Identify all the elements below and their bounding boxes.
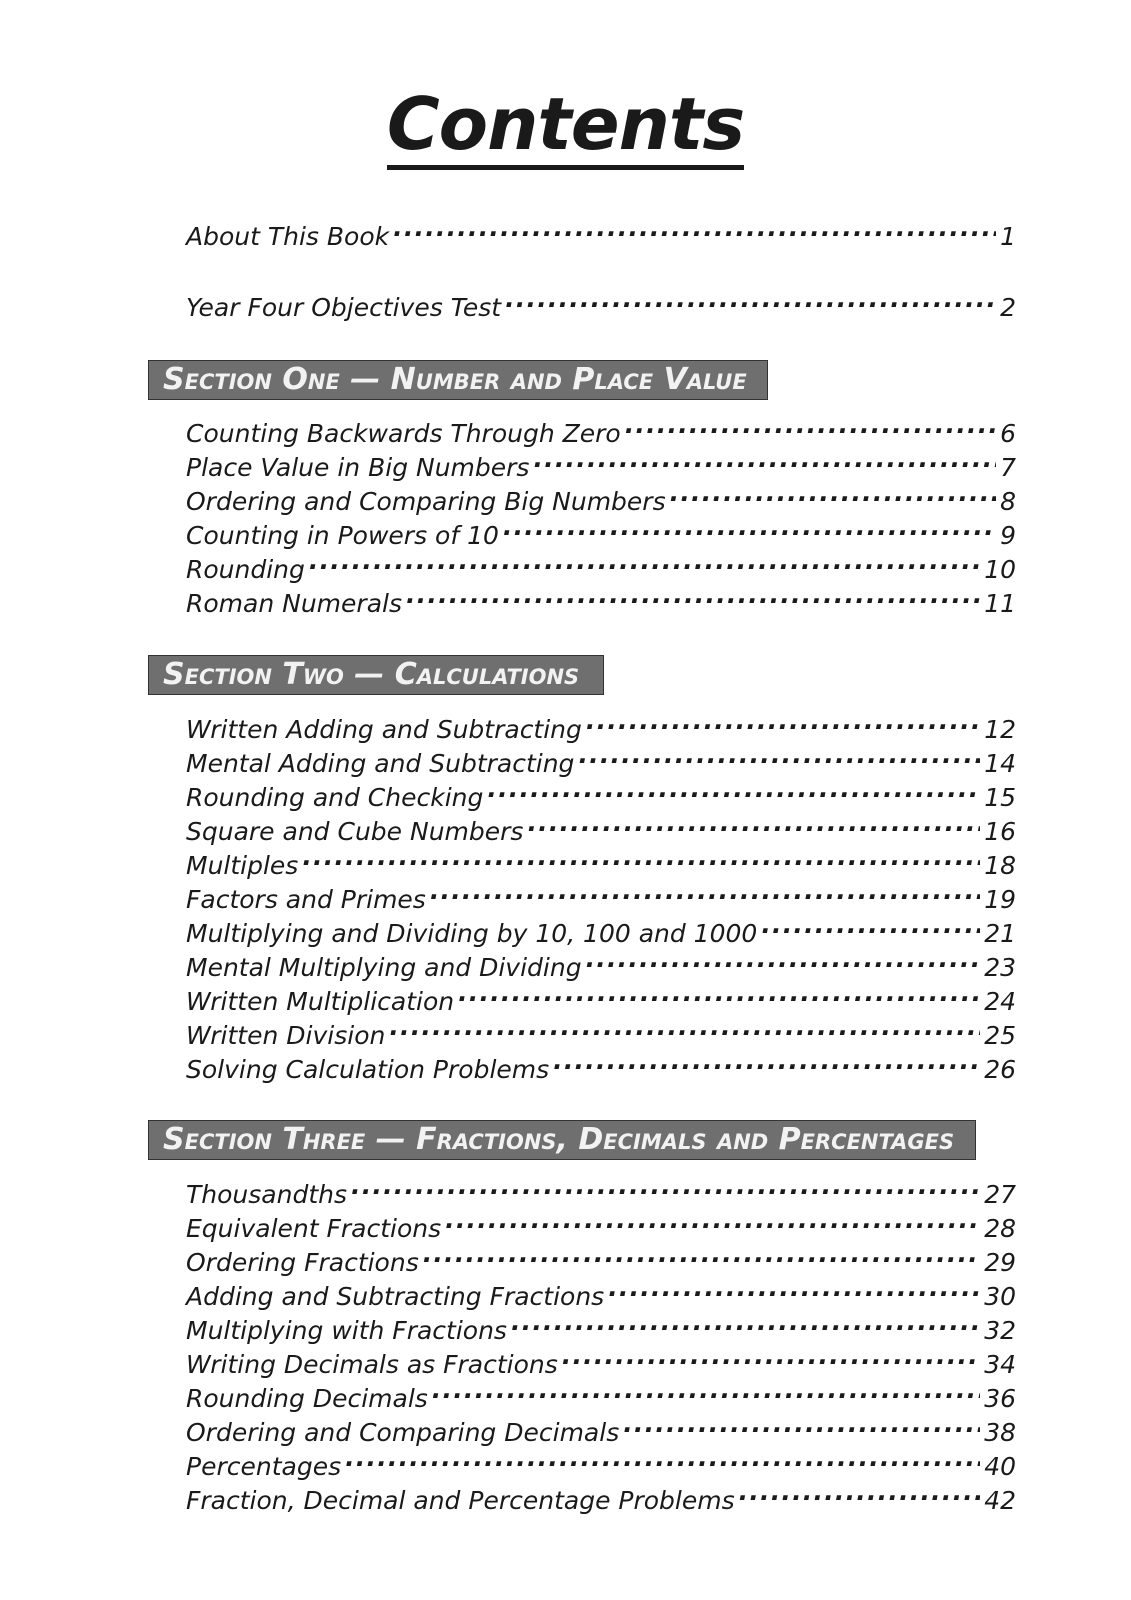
dot-leader <box>487 772 980 806</box>
toc-entry-objectives-test[interactable] <box>186 282 1016 322</box>
toc-entry-page: 27 <box>984 1180 1016 1209</box>
toc-entry-label: Factors and Primes <box>186 885 426 914</box>
toc-entry-label: Rounding Decimals <box>186 1384 428 1413</box>
toc-entry-label: Written Division <box>186 1021 386 1050</box>
section-two-heading: Section Two — Calculations <box>148 655 604 695</box>
dot-leader <box>578 738 980 772</box>
toc-entry-page: 25 <box>984 1021 1016 1050</box>
toc-entry-page: 2 <box>1000 293 1016 322</box>
dot-leader <box>670 476 996 510</box>
toc-entry[interactable] <box>186 1203 1016 1243</box>
toc-entry-page: 32 <box>984 1316 1016 1345</box>
toc-entry-label: Multiples <box>186 851 299 880</box>
toc-entry[interactable] <box>186 908 1016 948</box>
dot-leader <box>533 442 996 476</box>
toc-entry-label: About This Book <box>186 222 390 251</box>
dot-leader <box>608 1271 980 1305</box>
dot-leader <box>625 408 996 442</box>
toc-entry-page: 21 <box>984 919 1016 948</box>
toc-entry-page: 26 <box>984 1055 1016 1084</box>
toc-entry-label: Multiplying and Dividing by 10, 100 and 1000 <box>186 919 758 948</box>
toc-entry[interactable] <box>186 1407 1016 1447</box>
toc-entry[interactable] <box>186 738 1016 778</box>
toc-entry-label: Adding and Subtracting Fractions <box>186 1282 605 1311</box>
toc-entry[interactable] <box>186 544 1016 584</box>
toc-entry-label: Percentages <box>186 1452 342 1481</box>
toc-entry-label: Written Adding and Subtracting <box>186 715 582 744</box>
toc-entry[interactable] <box>186 942 1016 982</box>
dot-leader <box>393 211 996 245</box>
toc-entry-label: Written Multiplication <box>186 987 455 1016</box>
dot-leader <box>739 1475 981 1509</box>
toc-entry-page: 6 <box>1000 419 1016 448</box>
toc-entry-label: Solving Calculation Problems <box>186 1055 550 1084</box>
toc-entry-label: Writing Decimals as Fractions <box>186 1350 558 1379</box>
dot-leader <box>586 704 980 738</box>
toc-entry-page: 12 <box>984 715 1016 744</box>
dot-leader <box>432 1373 980 1407</box>
toc-entry[interactable] <box>186 578 1016 618</box>
toc-entry-page: 40 <box>984 1452 1016 1481</box>
dot-leader <box>389 1010 980 1044</box>
toc-entry-page: 14 <box>984 749 1016 778</box>
toc-entry-label: Place Value in Big Numbers <box>186 453 530 482</box>
toc-entry-page: 24 <box>984 987 1016 1016</box>
toc-entry[interactable] <box>186 1010 1016 1050</box>
dot-leader <box>562 1339 980 1373</box>
toc-entry-label: Multiplying with Fractions <box>186 1316 507 1345</box>
toc-entry-page: 42 <box>984 1486 1016 1515</box>
dot-leader <box>623 1407 980 1441</box>
toc-entry-page: 29 <box>984 1248 1016 1277</box>
toc-entry[interactable] <box>186 1339 1016 1379</box>
dot-leader <box>503 510 996 544</box>
toc-entry[interactable] <box>186 1475 1016 1515</box>
dot-leader <box>586 942 981 976</box>
dot-leader <box>430 874 980 908</box>
dot-leader <box>406 578 980 612</box>
dot-leader <box>302 840 980 874</box>
toc-entry-page: 7 <box>1000 453 1016 482</box>
toc-entry-page: 38 <box>984 1418 1016 1447</box>
toc-entry-page: 11 <box>984 589 1016 618</box>
toc-entry-page: 15 <box>984 783 1016 812</box>
toc-entry[interactable] <box>186 806 1016 846</box>
dot-leader <box>423 1237 980 1271</box>
dot-leader <box>761 908 980 942</box>
toc-entry-page: 36 <box>984 1384 1016 1413</box>
toc-entry-page: 30 <box>984 1282 1016 1311</box>
toc-entry[interactable] <box>186 840 1016 880</box>
toc-entry-label: Mental Adding and Subtracting <box>186 749 575 778</box>
dot-leader <box>511 1305 980 1339</box>
toc-entry-label: Ordering and Comparing Decimals <box>186 1418 620 1447</box>
dot-leader <box>309 544 980 578</box>
toc-entry-page: 18 <box>984 851 1016 880</box>
toc-entry-page: 34 <box>984 1350 1016 1379</box>
toc-entry-label: Roman Numerals <box>186 589 402 618</box>
toc-entry-page: 19 <box>984 885 1016 914</box>
section-one-heading: Section One — Number and Place Value <box>148 360 768 400</box>
toc-entry[interactable] <box>186 1373 1016 1413</box>
toc-entry[interactable] <box>186 874 1016 914</box>
toc-entry-label: Counting in Powers of 10 <box>186 521 499 550</box>
toc-entry-page: 8 <box>1000 487 1016 516</box>
toc-entry-label: Ordering Fractions <box>186 1248 419 1277</box>
toc-entry[interactable] <box>186 1441 1016 1481</box>
dot-leader <box>527 806 980 840</box>
toc-entry[interactable] <box>186 976 1016 1016</box>
toc-entry-label: Rounding <box>186 555 305 584</box>
toc-entry-label: Fraction, Decimal and Percentage Problems <box>186 1486 735 1515</box>
toc-entry-page: 16 <box>984 817 1016 846</box>
toc-entry-label: Year Four Objectives Test <box>186 293 502 322</box>
toc-entry-label: Ordering and Comparing Big Numbers <box>186 487 666 516</box>
dot-leader <box>505 282 996 316</box>
toc-entry[interactable] <box>186 1271 1016 1311</box>
toc-entry-page: 1 <box>1000 222 1016 251</box>
toc-entry[interactable] <box>186 1169 1016 1209</box>
dot-leader <box>553 1044 980 1078</box>
toc-entry[interactable] <box>186 408 1016 448</box>
toc-entry-about-this-book[interactable] <box>186 211 1016 251</box>
toc-entry-label: Equivalent Fractions <box>186 1214 442 1243</box>
page-title: Contents <box>0 82 1131 170</box>
toc-entry[interactable] <box>186 1237 1016 1277</box>
toc-entry-page: 9 <box>1000 521 1016 550</box>
toc-entry-page: 28 <box>984 1214 1016 1243</box>
toc-entry-label: Thousandths <box>186 1180 347 1209</box>
toc-entry-label: Square and Cube Numbers <box>186 817 524 846</box>
dot-leader <box>351 1169 980 1203</box>
toc-entry[interactable] <box>186 772 1016 812</box>
dot-leader <box>458 976 980 1010</box>
toc-entry-label: Rounding and Checking <box>186 783 484 812</box>
toc-entry[interactable] <box>186 704 1016 744</box>
toc-entry-page: 23 <box>984 953 1016 982</box>
toc-entry[interactable] <box>186 1044 1016 1084</box>
dot-leader <box>345 1441 980 1475</box>
toc-entry[interactable] <box>186 1305 1016 1345</box>
toc-entry-label: Mental Multiplying and Dividing <box>186 953 582 982</box>
dot-leader <box>445 1203 980 1237</box>
toc-entry[interactable] <box>186 476 1016 516</box>
section-three-heading: Section Three — Fractions, Decimals and Percentages <box>148 1120 976 1160</box>
toc-entry[interactable] <box>186 442 1016 482</box>
toc-entry-page: 10 <box>984 555 1016 584</box>
toc-entry-label: Counting Backwards Through Zero <box>186 419 621 448</box>
toc-entry[interactable] <box>186 510 1016 550</box>
